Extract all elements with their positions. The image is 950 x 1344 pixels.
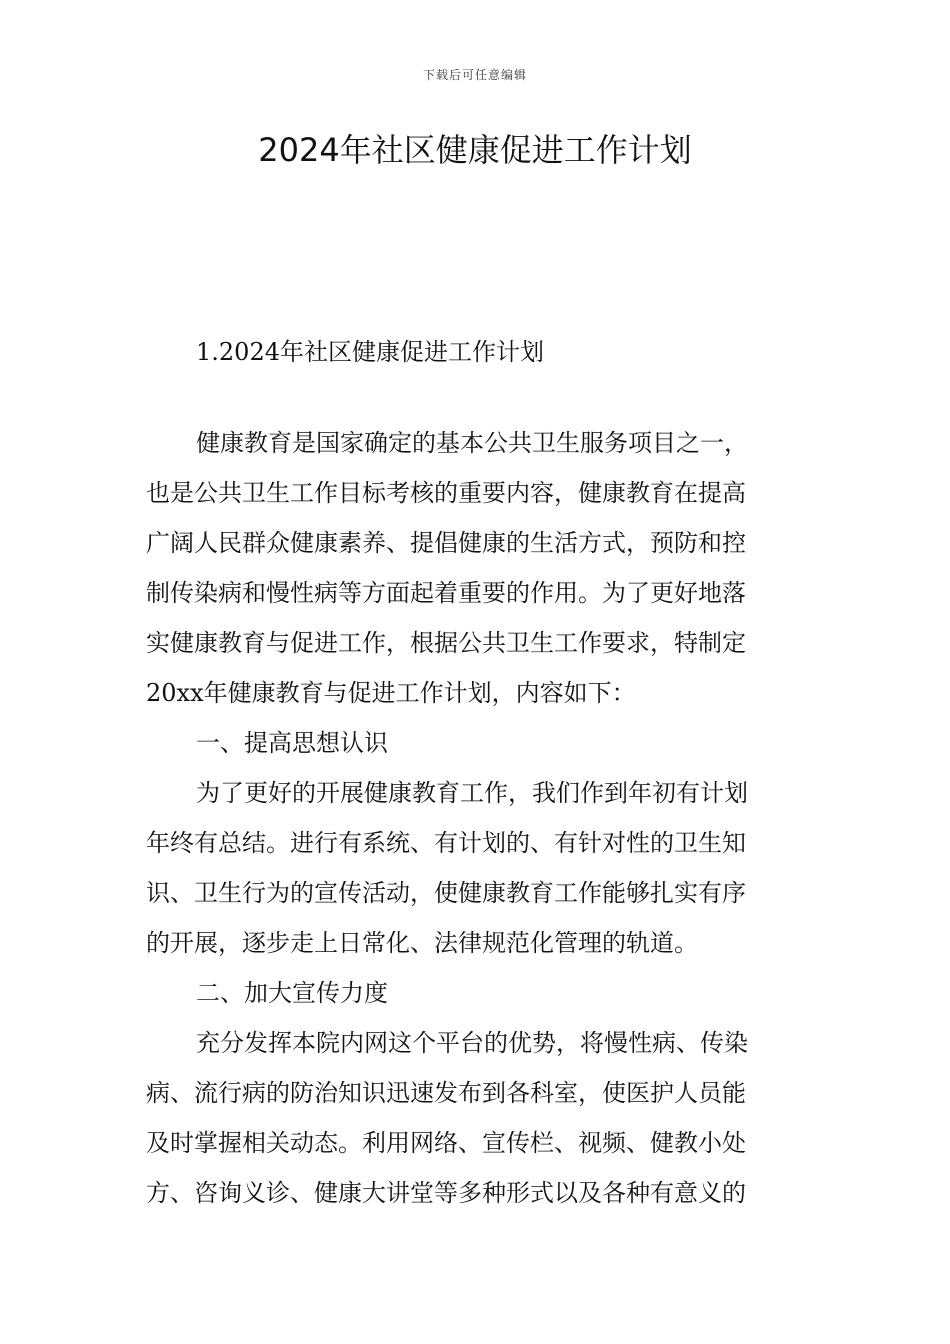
paragraph-line: 年终有总结。进行有系统、有计划的、有针对性的卫生知 [146, 829, 746, 857]
document-body [146, 327, 808, 1218]
paragraph-line: 实健康教育与促进工作，根据公共卫生工作要求，特制定 [146, 629, 746, 657]
paragraph-line: 为了更好的开展健康教育工作，我们作到年初有计划 [196, 779, 748, 807]
paragraph-line: 制传染病和慢性病等方面起着重要的作用。为了更好地落 [146, 579, 746, 607]
paragraph-line: 病、流行病的防治知识迅速发布到各科室，使医护人员能 [146, 1079, 746, 1107]
paragraph-line: 方、咨询义诊、健康大讲堂等多种形式以及各种有意义的 [146, 1179, 746, 1207]
header-note: 下载后可任意编辑 [422, 68, 527, 82]
section-heading-2: 二、加大宣传力度 [196, 979, 388, 1007]
paragraph-line: 也是公共卫生工作目标考核的重要内容，健康教育在提高 [146, 479, 746, 507]
paragraph-line: 广阔人民群众健康素养、提倡健康的生活方式，预防和控 [146, 529, 746, 557]
section-subheading: 1.2024年社区健康促进工作计划 [196, 338, 544, 366]
paragraph-line: 识、卫生行为的宣传活动，使健康教育工作能够扎实有序 [146, 879, 746, 907]
section-heading-1: 一、提高思想认识 [196, 729, 388, 757]
paragraph-line: 20xx年健康教育与促进工作计划，内容如下： [146, 679, 636, 707]
paragraph-section-1 [146, 768, 808, 968]
paragraph-line: 健康教育是国家确定的基本公共卫生服务项目之一， [196, 429, 748, 457]
paragraph-section-2 [146, 1018, 808, 1218]
paragraph-line: 的开展，逐步走上日常化、法律规范化管理的轨道。 [146, 929, 698, 957]
document-title: 2024年社区健康促进工作计划 [258, 131, 692, 169]
paragraph-intro [146, 418, 808, 718]
paragraph-line: 及时掌握相关动态。利用网络、宣传栏、视频、健教小处 [146, 1129, 746, 1157]
paragraph-line: 充分发挥本院内网这个平台的优势，将慢性病、传染 [196, 1029, 748, 1057]
